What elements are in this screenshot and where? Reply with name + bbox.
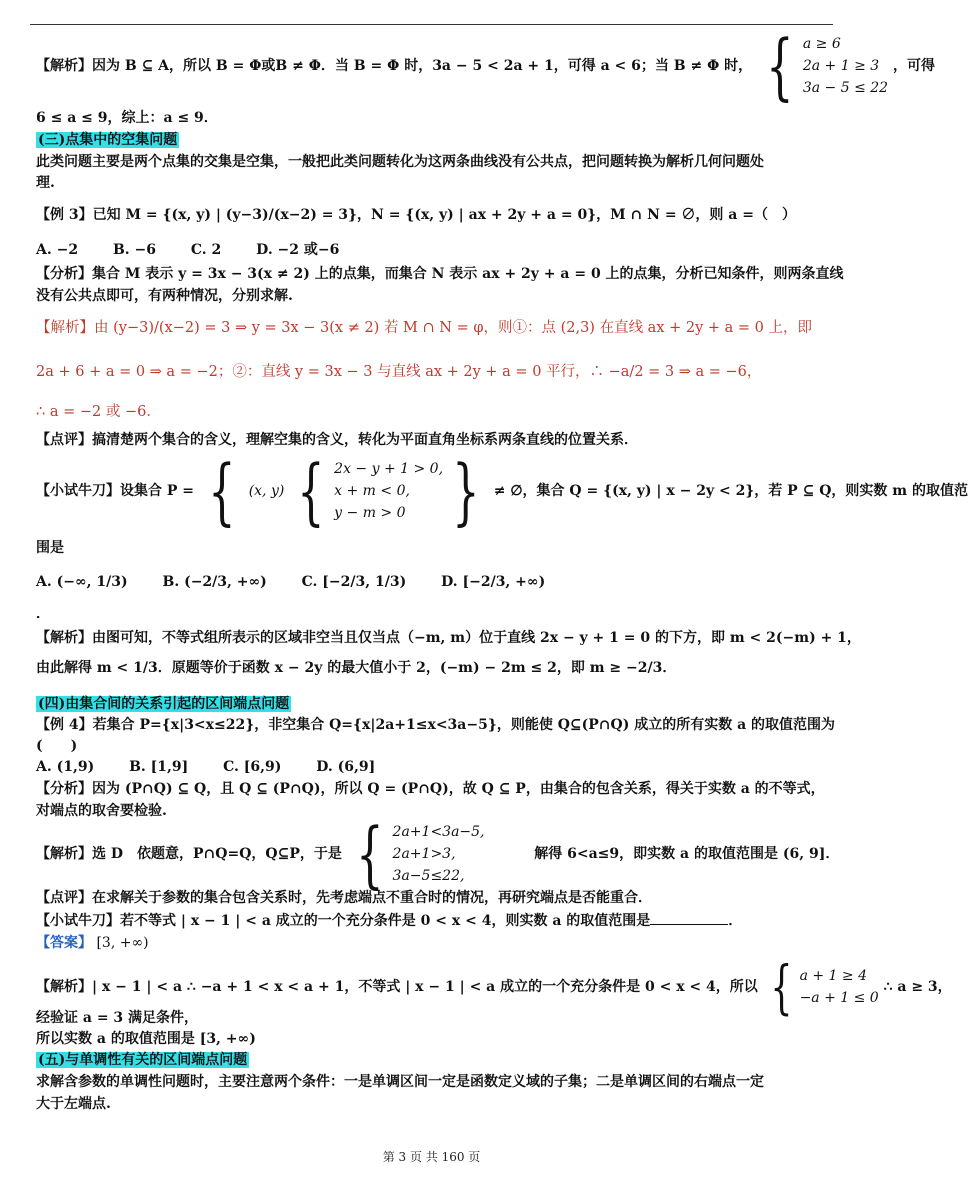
heading-text: (五)与单调性有关的区间端点问题 [38,1052,248,1068]
heading-text: (四)由集合间的关系引起的区间端点问题 [38,696,290,712]
text-line: 【小试牛刀】若不等式 | x − 1 | < a 成立的一个充分条件是 0 < x < 4，则实数 a 的取值范围是 [36,913,651,929]
text-line: 【解析】| x − 1 | < a ∴ −a + 1 < x < a + 1，不等式 | x − 1 | < a 成立的一个充分条件是 0 < x < 4，所以 [36,979,758,995]
option-a: A. (1,9) [36,759,95,775]
answer-label: 【答案】 [36,935,92,951]
text-line: 求解含参数的单调性问题时，主要注意两个条件：一是单调区间一定是函数定义域的子集；二是单调区间的右端点一定 [36,1074,764,1090]
text-line: ，可得 [892,58,935,74]
header-rule [30,24,833,25]
section-heading-3 [36,130,836,151]
option-b: B. (−2/3, +∞) [162,574,267,590]
system-row: y − m > 0 [334,505,406,521]
option-c: C. [6,9) [223,759,282,775]
example-4: 【例 4】若集合 P={x|3<x≤22}，非空集合 Q={x|2a+1≤x<3a−5}，则能使 Q⊆(P∩Q) 成立的所有实数 a 的取值范围为 [36,717,836,733]
text-line: 大于左端点. [36,1096,111,1112]
practice-2 [36,910,836,932]
text-line: 理. [36,175,55,191]
text-line: 对端点的取舍要检验. [36,803,167,819]
system-row: 2a+1<3a−5, [392,824,485,840]
analysis-paragraph-1 [36,24,935,108]
option-d: D. (6,9] [316,759,376,775]
text-line: 【点评】在求解关于参数的集合包含关系时，先考虑端点不重合时的情况，再研究端点是否能重合． [36,890,652,906]
text-line: 没有公共点即可，有两种情况，分别求解. [36,288,293,304]
example-3-options [36,240,836,261]
section-heading-5 [36,1050,836,1071]
text-line: 解得 6<a≤9，即实数 a 的取值范围是 (6, 9]． [534,846,840,862]
system-row: −a + 1 ≤ 0 [799,990,879,1006]
text-line: 2a + 6 + a = 0 ⇒ a = −2；②：直线 y = 3x − 3 与直线 ax + 2y + a = 0 平行，∴ −a/2 = 3 ⇒ a = −6， [36,364,762,380]
system-row: x + m < 0, [334,483,410,499]
text-line: 此类问题主要是两个点集的交集是空集，一般把此类问题转化为这两条曲线没有公共点，把问题转换为解析几何问题处 [36,154,764,170]
text-line: 由此解得 m < 1/3．原题等价于函数 x − 2y 的最大值小于 2，(−m) − 2m ≤ 2，即 m ≥ −2/3． [36,660,677,676]
answer-line [36,933,836,954]
text-line: 【分析】因为 (P∩Q) ⊆ Q，且 Q ⊆ (P∩Q)，所以 Q = (P∩Q)，故 Q ⊆ P，由集合的包含关系，得关于实数 a 的不等式， [36,781,825,797]
answer-blank [650,910,728,925]
example-3: 【例 3】已知 M = {(x, y) | (y−3)/(x−2) = 3}，N = {(x, y) | ax + 2y + a = 0}，M ∩ N = ∅，则 a =（ ） [36,207,796,223]
option-b: B. [1,9] [129,759,189,775]
text-line: 所以实数 a 的取值范围是 [3, +∞) [36,1031,256,1047]
section-heading-4 [36,694,836,715]
inequality-system: { 2a+1<3a−5, 2a+1>3, 3a−5≤22, [355,812,485,896]
text-line: 【小试牛刀】设集合 P = [36,483,195,499]
option-d: D. [−2/3, +∞) [441,574,546,590]
text-line: ． [36,606,50,622]
example-4-options [36,757,836,778]
text-line: ∴ a ≥ 3， [883,979,952,995]
text-line: 【点评】搞清楚两个集合的含义，理解空集的含义，转化为平面直角坐标系两条直线的位置关系． [36,432,638,448]
option-c: C. 2 [190,242,222,258]
text-line: ∴ a = −2 或 −6． [36,404,161,420]
system-row: 3a − 5 ≤ 22 [802,80,889,96]
system-row: 2a+1>3, [392,846,456,862]
text-line: ( ) [36,738,78,754]
text-line: 围是 [36,540,64,556]
option-a: A. (−∞, 1/3) [36,574,128,590]
option-a: A. −2 [36,242,79,258]
inequality-system: { a + 1 ≥ 4 −a + 1 ≤ 0 [770,953,879,1021]
practice-1 [36,449,968,533]
text-line: 6 ≤ a ≤ 9，综上：a ≤ 9． [36,110,218,126]
text-line: ． [728,913,743,929]
system-row: a ≥ 6 [802,36,841,52]
option-d: D. −2 或−6 [256,242,340,258]
text-line: 【解析】因为 B ⊆ A，所以 B = Φ或B ≠ Φ．当 B = Φ 时，3a − 5 < 2a + 1，可得 a < 6；当 B ≠ Φ 时， [36,58,753,74]
text-line: ≠ ∅，集合 Q = {(x, y) | x − 2y < 2}，若 P ⊆ Q，则实数 m 的取值范 [493,483,968,499]
answer-value: [3, +∞) [96,935,149,951]
heading-text: (三)点集中的空集问题 [38,132,178,148]
inequality-system: { (x, y) { 2x − y + 1 > 0, x + m < 0, y − m > 0 } [208,449,480,533]
text-line: 【解析】由 (y−3)/(x−2) = 3 ⇒ y = 3x − 3(x ≠ 2) 若 M ∩ N = φ，则①：点 (2,3) 在直线 ax + 2y + a = 0 上，即 [36,320,813,336]
text-line: 【解析】选 D 依题意，P∩Q=Q，Q⊆P，于是 [36,846,342,862]
text-line: 【分析】集合 M 表示 y = 3x − 3(x ≠ 2) 上的点集，而集合 N 表示 ax + 2y + a = 0 上的点集，分析已知条件，则两条直线 [36,266,844,282]
practice-1-options [36,572,836,593]
system-row: a + 1 ≥ 4 [799,968,867,984]
text-line: 经验证 a = 3 满足条件， [36,1010,199,1026]
system-row: 3a−5≤22, [392,868,465,884]
example-4-solution [36,812,840,896]
inequality-system: { a ≥ 6 2a + 1 ≥ 3 3a − 5 ≤ 22 [766,24,889,108]
system-row: 2a + 1 ≥ 3 [802,58,880,74]
page-footer: 第 3 页 共 160 页 [382,1150,481,1164]
option-b: B. −6 [112,242,157,258]
text-line: 【解析】由图可知，不等式组所表示的区域非空当且仅当点（−m, m）位于直线 2x − y + 1 = 0 的下方，即 m < 2(−m) + 1， [36,630,861,646]
option-c: C. [−2/3, 1/3) [301,574,407,590]
system-row: 2x − y + 1 > 0, [334,461,444,477]
